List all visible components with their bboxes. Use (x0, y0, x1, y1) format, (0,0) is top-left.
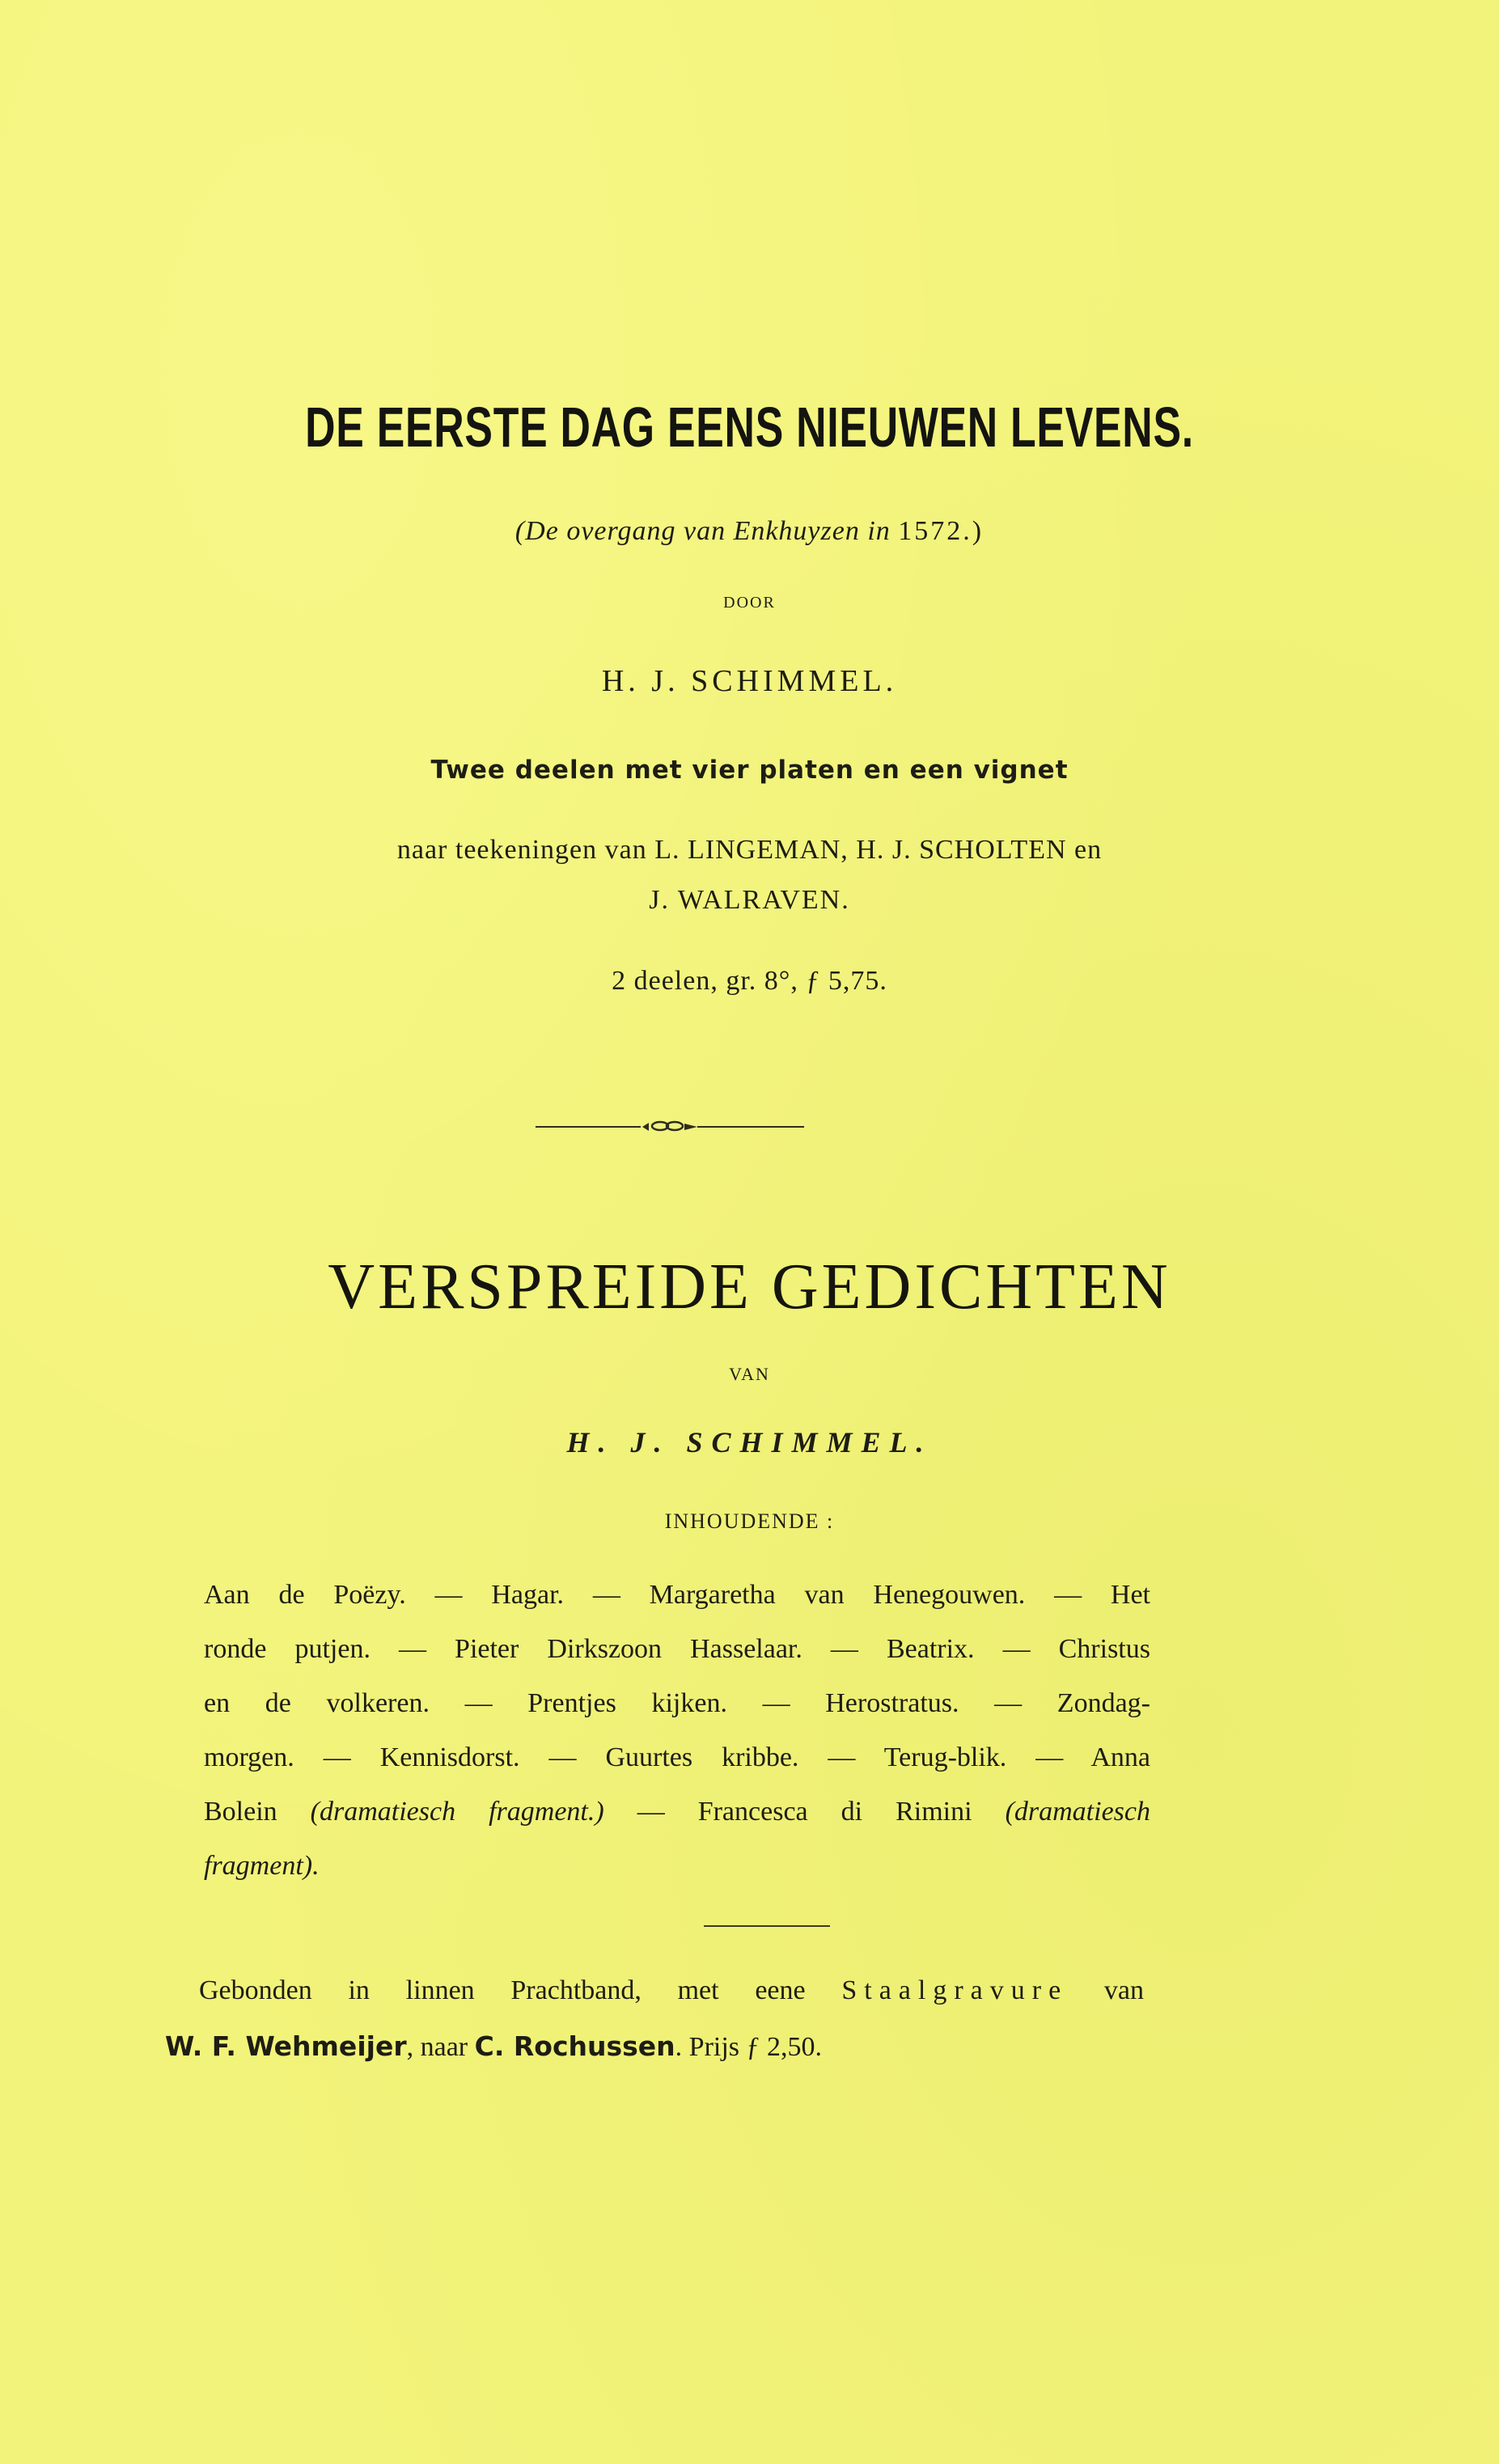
binding-staalgravure: Staalgravure (841, 1975, 1069, 2005)
after-text: , naar (406, 2032, 475, 2062)
divider-rule (704, 1925, 830, 1927)
binding-text-a: Gebonden in linnen Prachtband, met eene (199, 1975, 842, 2005)
book1-price: 2 deelen, gr. 8°, ƒ 5,75. (612, 966, 887, 996)
contents-line (204, 1784, 1150, 1839)
book1-volumes: Twee deelen met vier platen en een vignet (430, 756, 1069, 785)
book1-illustrators-line2: J. WALRAVEN. (649, 885, 850, 915)
contents-line: Aan de Poëzy. — Hagar. — Margaretha van Henegouwen. — Het (204, 1580, 1150, 1610)
contents-line5-c: — Francesca di Rimini (603, 1797, 1006, 1827)
book1-by: DOOR (723, 594, 776, 612)
contents-line6: fragment). (204, 1851, 320, 1881)
price-label: . Prijs (675, 2032, 747, 2062)
book1-title: DE EERSTE DAG EENS NIEUWEN LEVENS. (305, 396, 1194, 459)
contents-line: ronde putjen. — Pieter Dirkszoon Hasselaar. — Beatrix. — Christus (204, 1634, 1150, 1664)
book2-contents (204, 1568, 1150, 1893)
painter-name: C. Rochussen (474, 2030, 675, 2062)
book2-binding-line1 (199, 1975, 1144, 2006)
contents-line5-d: (dramatiesch (1005, 1797, 1150, 1827)
contents-line: en de volkeren. — Prentjes kijken. — Herostratus. — Zondag- (204, 1688, 1150, 1718)
book1-illustrators-line1: naar teekeningen van L. LINGEMAN, H. J. SCHOLTEN en (396, 835, 1103, 865)
contents-line: morgen. — Kennisdorst. — Guurtes kribbe. — Terug-blik. — Anna (204, 1742, 1150, 1772)
contents-line5-a: Bolein (204, 1797, 311, 1827)
book1-subtitle (0, 516, 1499, 547)
book2-by: VAN (729, 1364, 770, 1384)
book2-contents-heading: INHOUDENDE : (664, 1509, 835, 1533)
book1-subtitle-year: 1572.) (898, 516, 985, 546)
book1-author: H. J. SCHIMMEL. (601, 664, 898, 698)
contents-line (204, 1839, 1150, 1893)
book2-author: H. J. SCHIMMEL. (566, 1426, 933, 1459)
book2-price: ƒ 2,50. (746, 2032, 823, 2062)
contents-line5-b: (dramatiesch fragment.) (310, 1797, 604, 1827)
book2-title: VERSPREIDE GEDICHTEN (328, 1251, 1171, 1323)
binding-text-b: van (1068, 1975, 1145, 2005)
book1-subtitle-text: (De overgang van Enkhuyzen in (514, 516, 899, 546)
engraver-name: W. F. Wehmeijer (165, 2030, 407, 2062)
book2-binding-line2 (165, 2030, 822, 2063)
ornament-divider (536, 1120, 804, 1132)
